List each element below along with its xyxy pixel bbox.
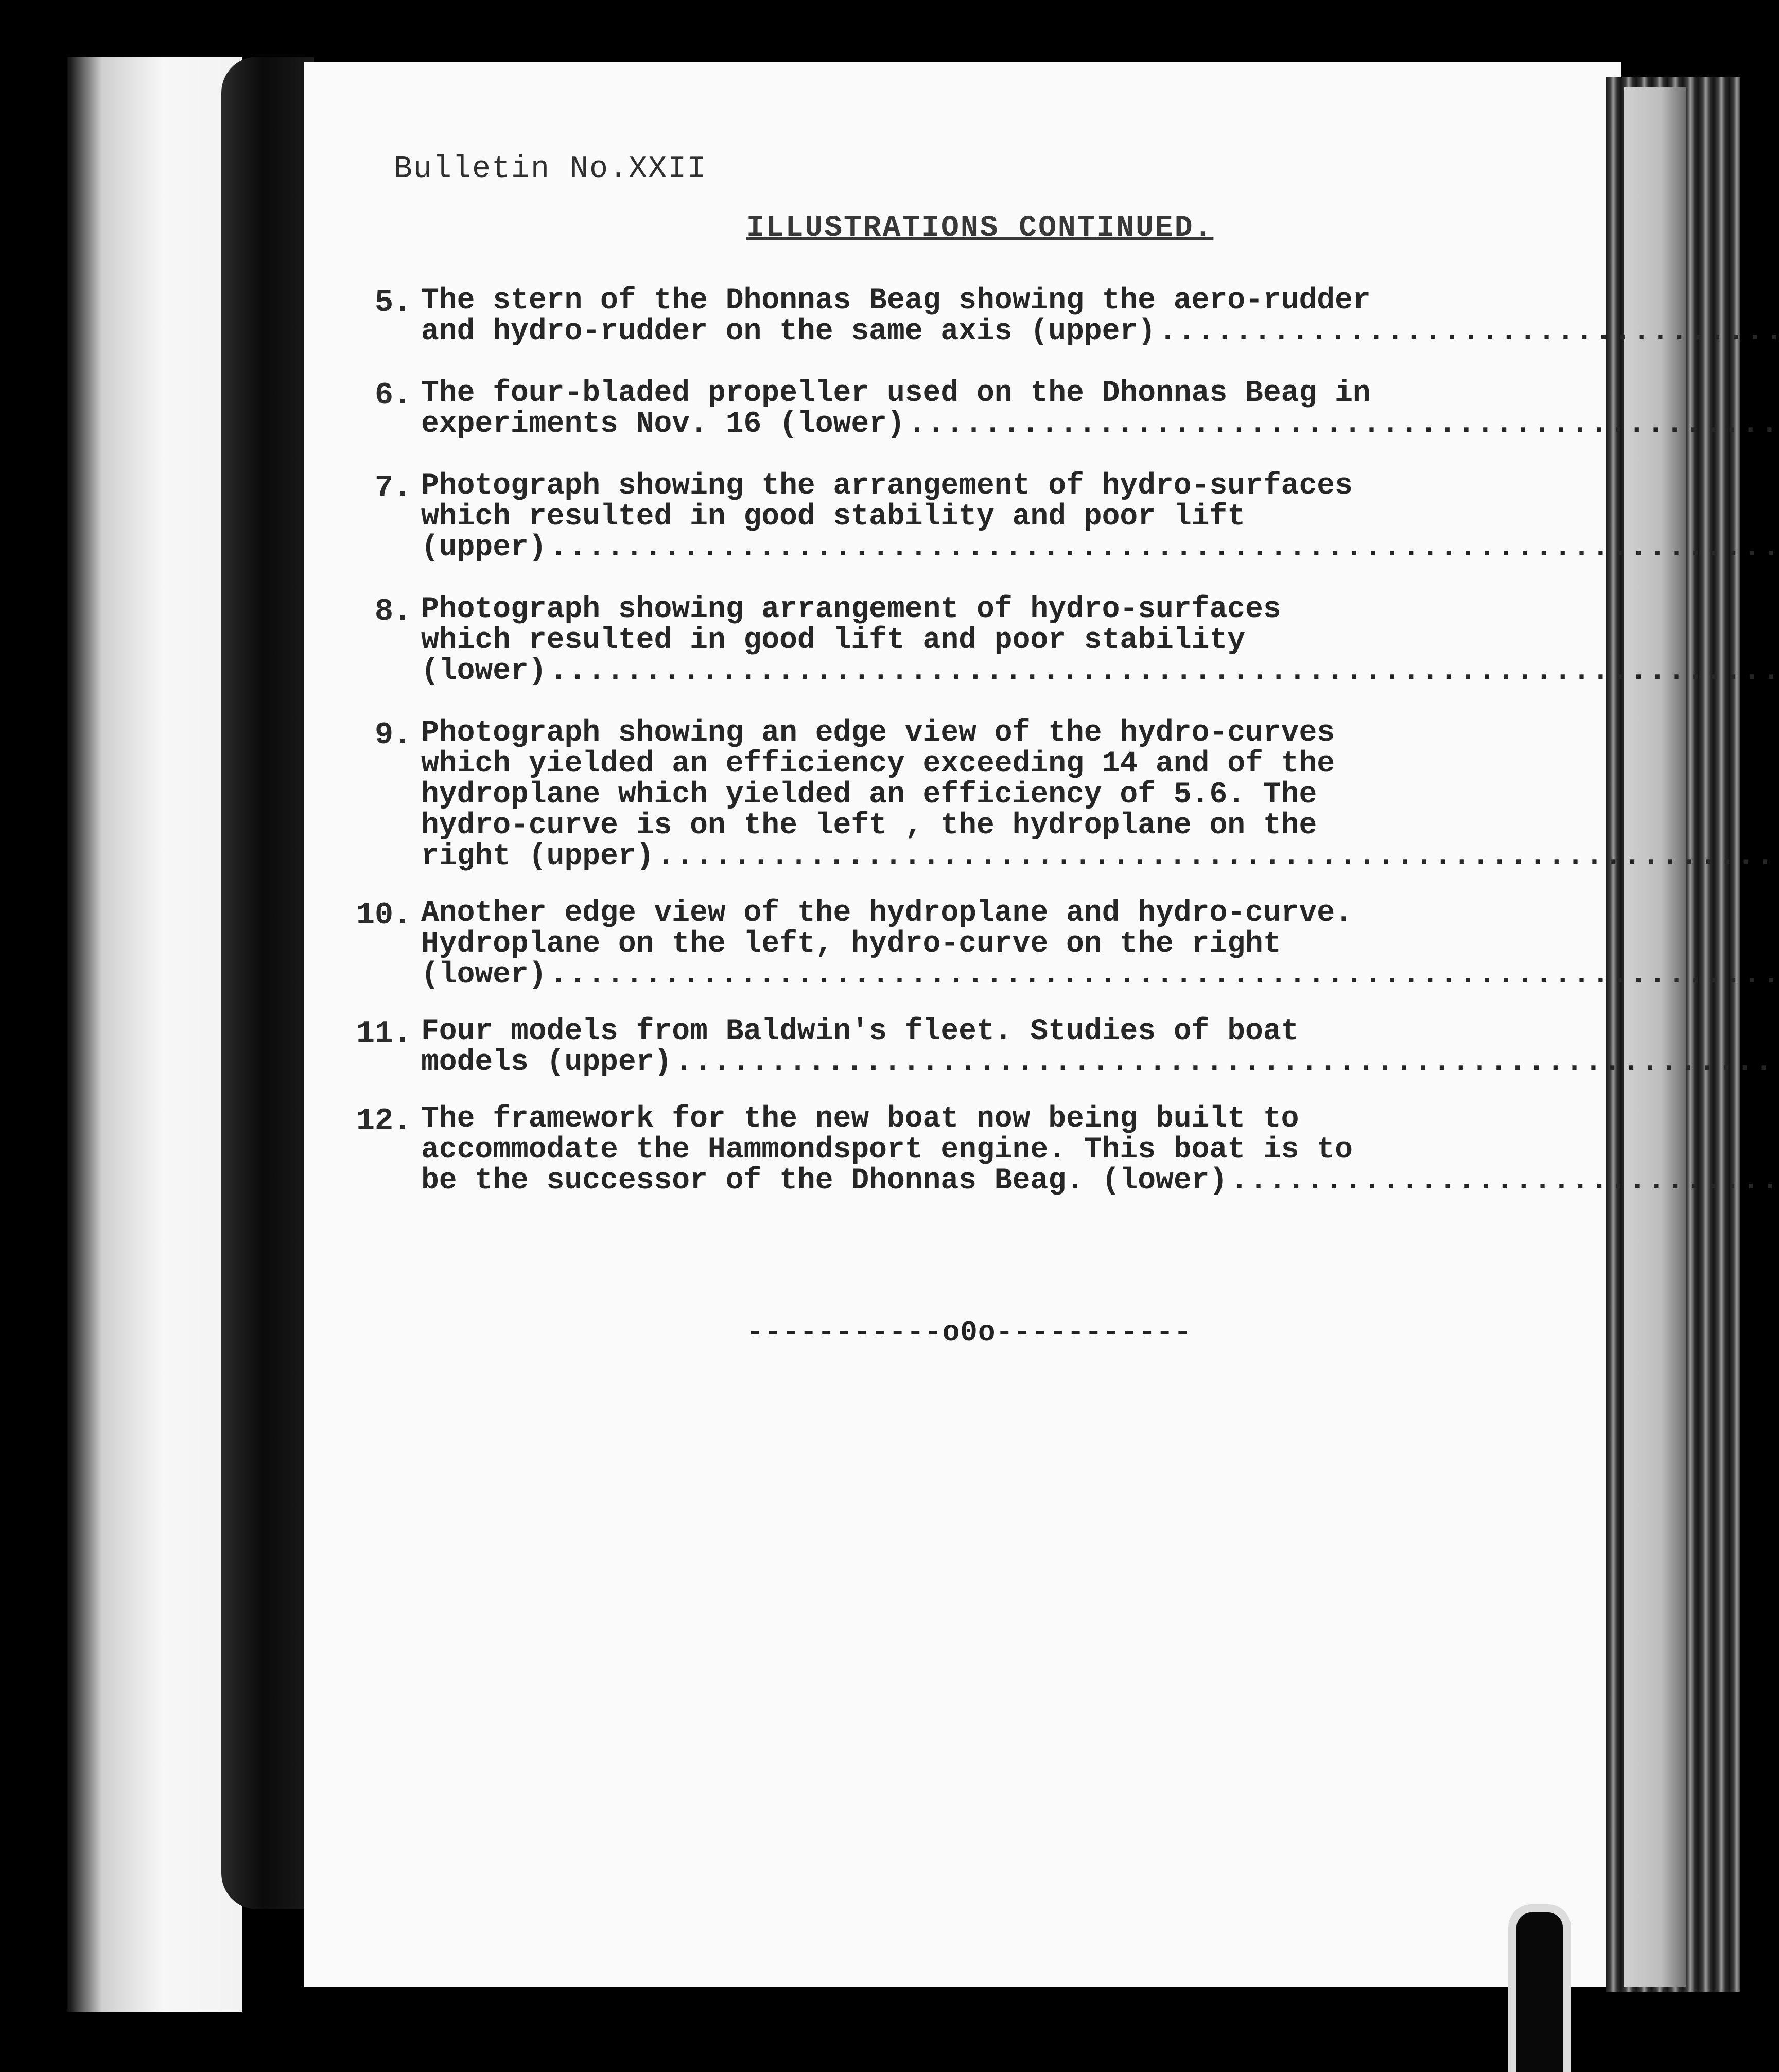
entry-number: 9.: [374, 718, 412, 753]
illustration-entry: [355, 898, 1539, 991]
entry-text: [421, 898, 1779, 991]
entry-text: [421, 1016, 1779, 1078]
entry-number: 5.: [374, 286, 412, 321]
dot-leader: [1230, 1166, 1779, 1197]
dot-leader: [550, 960, 1779, 991]
entry-line: which resulted in good stability and poor lift: [421, 500, 1246, 534]
illustration-entry: [355, 594, 1539, 687]
entry-text: [421, 1104, 1779, 1197]
entry-line: Four models from Baldwin's fleet. Studies of boat: [421, 1015, 1299, 1048]
dot-leader: [657, 841, 1779, 872]
entry-line: accommodate the Hammondsport engine. This boat is to: [421, 1133, 1353, 1167]
entry-line: Hydroplane on the left, hydro-curve on the right: [421, 927, 1281, 961]
entry-text: [421, 594, 1779, 687]
entry-text: [421, 471, 1779, 564]
entry-line: (upper): [421, 531, 547, 565]
page-title: ILLUSTRATIONS CONTINUED.: [746, 212, 1214, 245]
illustration-entry: [355, 1104, 1539, 1197]
entry-line: (lower): [421, 655, 547, 688]
illustrations-list: [355, 286, 1539, 1197]
entry-line: and hydro-rudder on the same axis (upper): [421, 315, 1156, 348]
entry-line: models (upper): [421, 1046, 672, 1079]
entry-last-line: [421, 960, 1779, 991]
dot-leader: [1159, 317, 1779, 347]
entry-line: The stern of the Dhonnas Beag showing the aero-rudder: [421, 284, 1371, 318]
entry-text: [421, 718, 1779, 872]
entry-text: [421, 378, 1779, 440]
dot-leader: [908, 409, 1779, 440]
entry-number: 7.: [374, 471, 412, 506]
entry-number: 8.: [374, 594, 412, 629]
illustration-entry: [355, 378, 1539, 440]
entry-last-line: [421, 656, 1779, 687]
entry-line: which resulted in good lift and poor stability: [421, 624, 1246, 657]
entry-number: 11.: [356, 1016, 412, 1051]
entry-line: hydro-curve is on the left , the hydroplane on the: [421, 809, 1317, 842]
entry-last-line: [421, 1047, 1779, 1078]
entry-last-line: [421, 533, 1779, 564]
entry-line: experiments Nov. 16 (lower): [421, 408, 905, 441]
entry-line: which yielded an efficiency exceeding 14 and of the: [421, 747, 1335, 781]
entry-line: Photograph showing the arrangement of hydro-surfaces: [421, 469, 1353, 503]
dot-leader: [550, 533, 1779, 564]
entry-line: Photograph showing an edge view of the hydro-curves: [421, 716, 1335, 750]
entry-line: Another edge view of the hydroplane and hydro-curve.: [421, 897, 1353, 930]
entry-line: hydroplane which yielded an efficiency of 5.6. The: [421, 778, 1317, 812]
page-curl: [1508, 1904, 1571, 2072]
dot-leader: [550, 656, 1779, 687]
entry-last-line: [421, 317, 1779, 347]
left-page-edge: [67, 57, 242, 2012]
illustration-entry: [355, 286, 1539, 347]
book-gutter: [221, 57, 314, 1909]
bulletin-header: Bulletin No.XXII: [394, 152, 707, 187]
entry-text: [421, 286, 1779, 347]
illustration-entry: [355, 471, 1539, 564]
illustration-entry: [355, 718, 1539, 872]
entry-line: (lower): [421, 958, 547, 992]
entry-line: The four-bladed propeller used on the Dhonnas Beag in: [421, 377, 1371, 410]
entry-line: The framework for the new boat now being built to: [421, 1102, 1299, 1136]
entry-last-line: [421, 841, 1779, 872]
entry-number: 10.: [356, 898, 412, 933]
entry-line: right (upper): [421, 840, 654, 873]
entry-line: Photograph showing arrangement of hydro-surfaces: [421, 593, 1281, 626]
entry-number: 6.: [374, 378, 412, 413]
section-separator: -----------o0o-----------: [746, 1316, 1192, 1349]
entry-number: 12.: [356, 1104, 412, 1139]
entry-line: be the successor of the Dhonnas Beag. (lower): [421, 1164, 1228, 1198]
dot-leader: [675, 1047, 1779, 1078]
illustration-entry: [355, 1016, 1539, 1078]
entry-last-line: [421, 409, 1779, 440]
entry-last-line: [421, 1166, 1779, 1197]
